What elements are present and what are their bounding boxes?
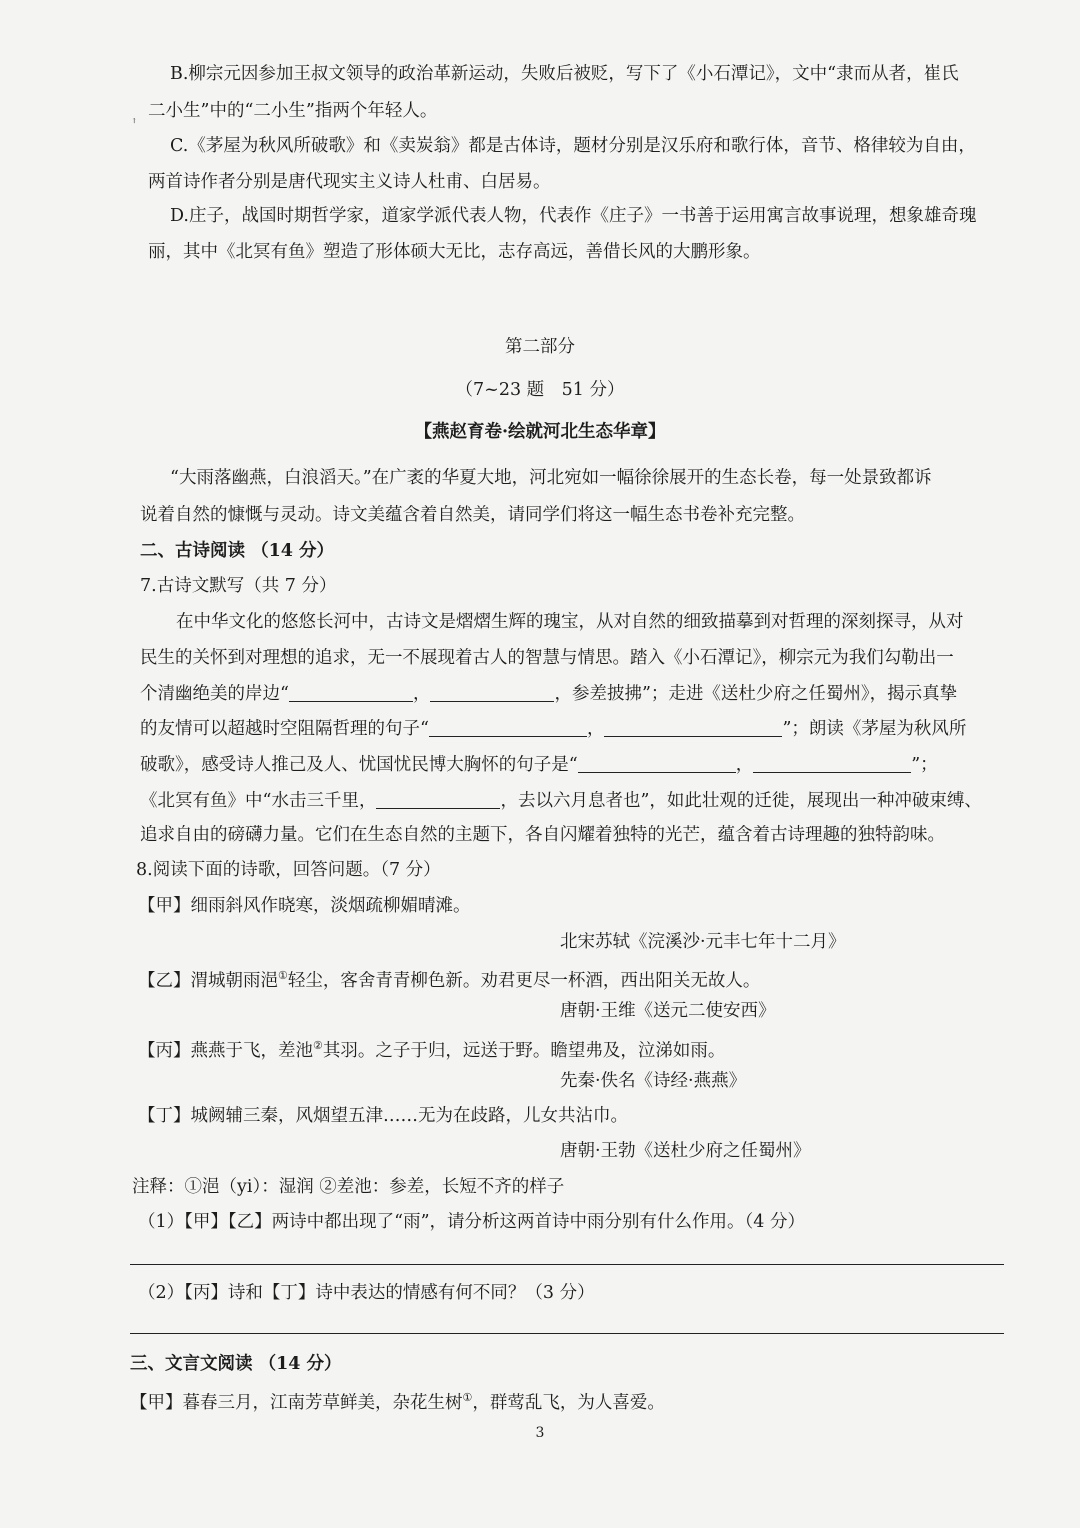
answer-line-1[interactable] — [130, 1264, 1004, 1265]
poem-ding-source: 唐朝·王勃《送杜少府之任蜀州》 — [560, 1141, 811, 1161]
poem-yi-source: 唐朝·王维《送元二使安西》 — [560, 1001, 776, 1021]
option-c-line1: C.《茅屋为秋风所破歌》和《卖炭翁》都是古体诗，题材分别是汉乐府和歌行体，音节、格律较为自由， — [170, 136, 976, 156]
q7-paragraph-line7: 追求自由的磅礴力量。它们在生态自然的主题下，各自闪耀着独特的光芒，蕴含着古诗理趣的独特韵味。 — [140, 825, 945, 845]
q7-paragraph-line4: 的友情可以超越时空阻隔哲理的句子“ ， ”；朗读《茅屋为秋风所 — [140, 719, 967, 739]
q7-paragraph-line1: 在中华文化的悠悠长河中，古诗文是熠熠生辉的瑰宝，从对自然的细致描摹到对哲理的深刻探寻，从对 — [176, 612, 964, 632]
q7-paragraph-line2: 民生的关怀到对理想的追求，无一不展现着古人的智慧与情思。踏入《小石潭记》，柳宗元为我们勾勒出一 — [140, 648, 954, 668]
option-d-line2: 丽，其中《北冥有鱼》塑造了形体硕大无比，志存高远，善借长风的大鹏形象。 — [148, 242, 761, 262]
intro-line2: 说着自然的慷慨与灵动。诗文美蕴含着自然美，请同学们将这一幅生态书卷补充完整。 — [140, 505, 805, 525]
poem-bing-source: 先秦·佚名《诗经·燕燕》 — [560, 1071, 747, 1091]
question-7-title: 7.古诗文默写（共 7 分） — [140, 576, 337, 596]
intro-line1: “大雨落幽燕，白浪滔天。”在广袤的华夏大地，河北宛如一幅徐徐展开的生态长卷，每一处景致都诉 — [170, 468, 932, 488]
answer-blank-4[interactable] — [604, 718, 782, 737]
option-b-line2: 二小生”中的“二小生”指两个年轻人。 — [148, 101, 438, 121]
footnote-3-marker: ① — [462, 1391, 473, 1404]
answer-blank-5[interactable] — [578, 754, 736, 773]
q7-paragraph-line3: 个清幽绝美的岸边“ ， ，参差披拂”；走进《送杜少府之任蜀州》，揭示真挚 — [140, 684, 958, 704]
answer-blank-7[interactable] — [376, 790, 500, 809]
answer-line-2[interactable] — [130, 1333, 1004, 1334]
poem-ding: 【丁】城阙辅三秦，风烟望五津……无为在歧路，儿女共沾巾。 — [138, 1106, 628, 1126]
classical-text-jia: 【甲】暮春三月，江南芳草鲜美，杂花生树①，群莺乱飞，为人喜爱。 — [130, 1391, 665, 1413]
section-heading-poetry: 二、古诗阅读 （14 分） — [140, 541, 335, 561]
part-title: 第二部分 — [505, 337, 575, 357]
q8-subquestion-2: （2）【丙】诗和【丁】诗中表达的情感有何不同？（3 分） — [138, 1283, 595, 1303]
option-b-line1: B.柳宗元因参加王叔文领导的政治革新运动，失败后被贬，写下了《小石潭记》，文中“隶而从者，崔氏 — [170, 64, 959, 84]
q8-subquestion-1: （1）【甲】【乙】两诗中都出现了“雨”，请分析这两首诗中雨分别有什么作用。（4 分） — [138, 1212, 805, 1232]
footnote-1-marker: ① — [278, 969, 288, 982]
theme-title: 【燕赵育卷·绘就河北生态华章】 — [414, 422, 666, 442]
answer-blank-3[interactable] — [429, 718, 587, 737]
answer-blank-1[interactable] — [289, 683, 413, 702]
answer-blank-6[interactable] — [753, 754, 911, 773]
poem-jia-source: 北宋苏轼《浣溪沙·元丰七年十二月》 — [560, 932, 846, 952]
q7-paragraph-line5: 破歌》，感受诗人推己及人、忧国忧民博大胸怀的句子是“ ， ”； — [140, 755, 938, 775]
option-c-line2: 两首诗作者分别是唐代现实主义诗人杜甫、白居易。 — [148, 172, 551, 192]
page-number: 3 — [535, 1425, 545, 1441]
q7-paragraph-line6: 《北冥有鱼》中“水击三千里， ，去以六月息者也”，如此壮观的迁徙，展现出一种冲破束缚、 — [140, 791, 982, 811]
section-heading-classical: 三、文言文阅读 （14 分） — [130, 1354, 342, 1374]
question-8-title: 8.阅读下面的诗歌，回答问题。（7 分） — [136, 860, 441, 880]
option-d-line1: D.庄子，战国时期哲学家，道家学派代表人物，代表作《庄子》一书善于运用寓言故事说理，想象雄奇瑰 — [170, 206, 977, 226]
answer-blank-2[interactable] — [430, 683, 554, 702]
poem-notes: 注释：①浥（yi）：湿润 ②差池：参差，长短不齐的样子 — [132, 1177, 565, 1197]
poem-yi: 【乙】渭城朝雨浥①轻尘，客舍青青柳色新。劝君更尽一杯酒，西出阳关无故人。 — [138, 969, 761, 991]
stray-mark: ꜛ — [132, 116, 137, 130]
poem-jia: 【甲】细雨斜风作晓寒，淡烟疏柳媚晴滩。 — [138, 896, 471, 916]
footnote-2-marker: ② — [313, 1039, 323, 1052]
part-subtitle: （7~23 题 51 分） — [455, 380, 625, 400]
poem-bing: 【丙】燕燕于飞，差池②其羽。之子于归，远送于野。瞻望弗及，泣涕如雨。 — [138, 1039, 726, 1061]
